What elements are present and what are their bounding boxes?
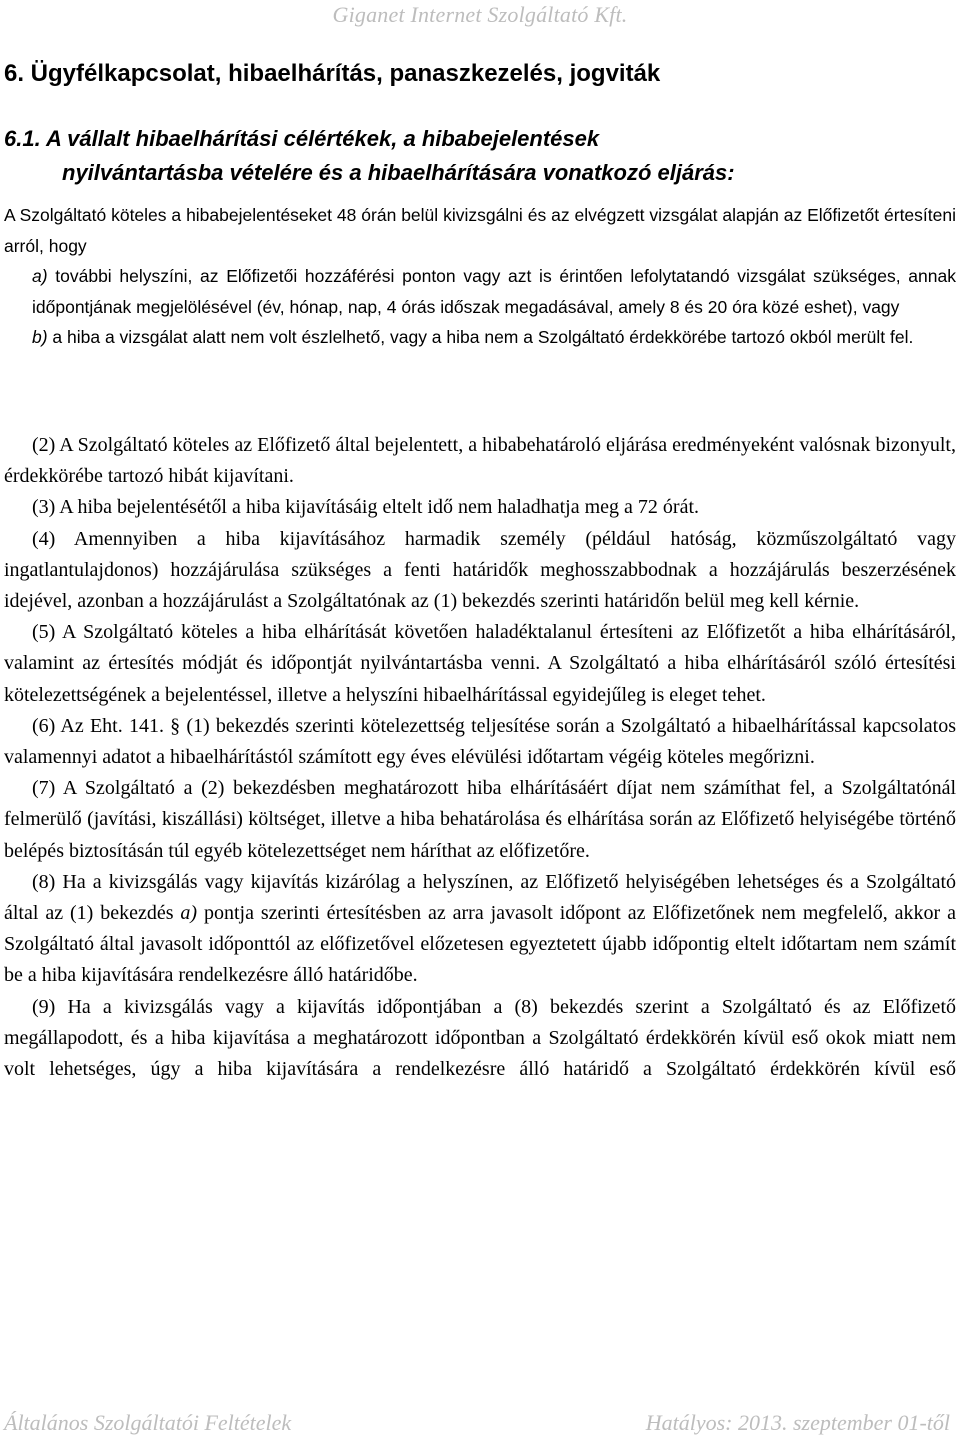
footer-document-title: Általános Szolgáltatói Feltételek — [4, 1410, 292, 1435]
paragraph-9: (9) Ha a kivizsgálás vagy a kijavítás időpontjában a (8) bekezdés szerint a Szolgáltató és az Előfizető megállapodott, és a hiba kijavítása a meghatározott időpontban a Szolgáltató érdekkörén kívül eső okok miatt nem volt lehetséges, úgy a hiba kijavítására a rendelkezésre álló határidő a Szolgáltató érdekkörén kívül eső — [4, 995, 956, 1081]
subsection-heading-line1: 6.1. A vállalt hibaelhárítási célértékek, a hibabejelentések — [4, 126, 600, 151]
paragraph-8-part1: (8) Ha a kivizsgálás vagy kijavítás kizárólag a helyszínen, az Előfizető helyiségében lehetséges és a Szolgáltató által az (1) bekezdés — [4, 870, 956, 925]
intro-item-b — [4, 322, 956, 353]
paragraph-8-part2: pontja szerinti értesítésben az arra javasolt időpont az Előfizetőnek nem megfelelő, akkor a Szolgáltató által javasolt időponttól az előfizetővel előzetesen egyeztetett újabb időpontig eltelt időtartam nem számít be a hiba kijavítására rendelkezésre álló határidőbe. — [4, 902, 957, 987]
footer-effective-date: Hatályos: 2013. szeptember 01-től — [645, 1410, 950, 1435]
subsection-heading — [4, 122, 934, 190]
item-a-marker: a) — [32, 266, 48, 286]
running-header: Giganet Internet Szolgáltató Kft. — [332, 2, 628, 27]
intro-item-a — [4, 261, 956, 322]
item-a-text: további helyszíni, az Előfizetői hozzáférési ponton vagy azt is érintően lefolytatandó vizsgálat szükséges, annak időpontjának megjelölésével (év, hónap, nap, 4 órás időszak megadásával, amely 8 és 20 óra közé eshet), vagy — [32, 266, 956, 317]
intro-block — [4, 200, 956, 353]
paragraph-8 — [4, 867, 956, 992]
section-heading: 6. Ügyfélkapcsolat, hibaelhárítás, panaszkezelés, jogviták — [4, 60, 661, 87]
paragraph-7: (7) A Szolgáltató a (2) bekezdésben meghatározott hiba elhárításáért díjat nem számíthat fel, a Szolgáltatónál felmerülő (javítási, kiszállási) költséget, illetve a hiba behatárolása és elhárítása során az Előfizető helyiségébe történő belépés biztosításán túl egyéb kötelezettséget nem háríthat az előfizetőre. — [4, 777, 956, 862]
paragraph-3: (3) A hiba bejelentésétől a hiba kijavításáig eltelt idő nem haladhatja meg a 72 órát. — [32, 496, 700, 519]
paragraph-2: (2) A Szolgáltató köteles az Előfizető által bejelentett, a hibabehatároló eljárása eredményeként valósnak bizonyult, érdekkörébe tartozó hibát kijavítani. — [4, 434, 956, 488]
item-b-marker: b) — [32, 327, 48, 347]
paragraphs-block — [4, 430, 956, 1085]
paragraph-4: (4) Amennyiben a hiba kijavításához harmadik személy (például hatóság, közműszolgáltató vagy ingatlantulajdonos) hozzájárulása szükséges a fenti határidők meghosszabbodnak a hozzájárulás beszerzésének idejével, azonban a hozzájárulást a Szolgáltatónak az (1) bekezdés szerinti határidőn belül meg kell kérnie. — [4, 527, 956, 613]
page-footer — [4, 1410, 950, 1436]
paragraph-8-marker: a) — [180, 902, 198, 925]
intro-lead: A Szolgáltató köteles a hibabejelentéseket 48 órán belül kivizsgálni és az elvégzett vizsgálat alapján az Előfizetőt értesíteni arról, hogy — [4, 205, 956, 256]
paragraph-6: (6) Az Eht. 141. § (1) bekezdés szerinti kötelezettség teljesítése során a Szolgáltató a hibaelhárítással kapcsolatos valamennyi adatot a hibaelhárítástól számított egy éves elévülési időtartam végéig köteles megőrizni. — [4, 714, 956, 769]
paragraph-5: (5) A Szolgáltató köteles a hiba elhárítását követően haladéktalanul értesíteni az Előfizetőt a hiba elhárításáról, valamint az értesítés módját és időpontját nyilvántartásba venni. A Szolgáltató a hiba elhárításáról szóló értesítési kötelezettségének a bejelentéssel, illetve a helyszíni hibaelhárítással egyidejűleg is eleget tehet. — [4, 621, 956, 706]
item-b-text: a hiba a vizsgálat alatt nem volt észlelhető, vagy a hiba nem a Szolgáltató érdekkörébe tartozó okból merült fel. — [47, 327, 914, 347]
subsection-heading-line2: nyilvántartásba vételére és a hibaelhárítására vonatkozó eljárás: — [62, 160, 735, 185]
